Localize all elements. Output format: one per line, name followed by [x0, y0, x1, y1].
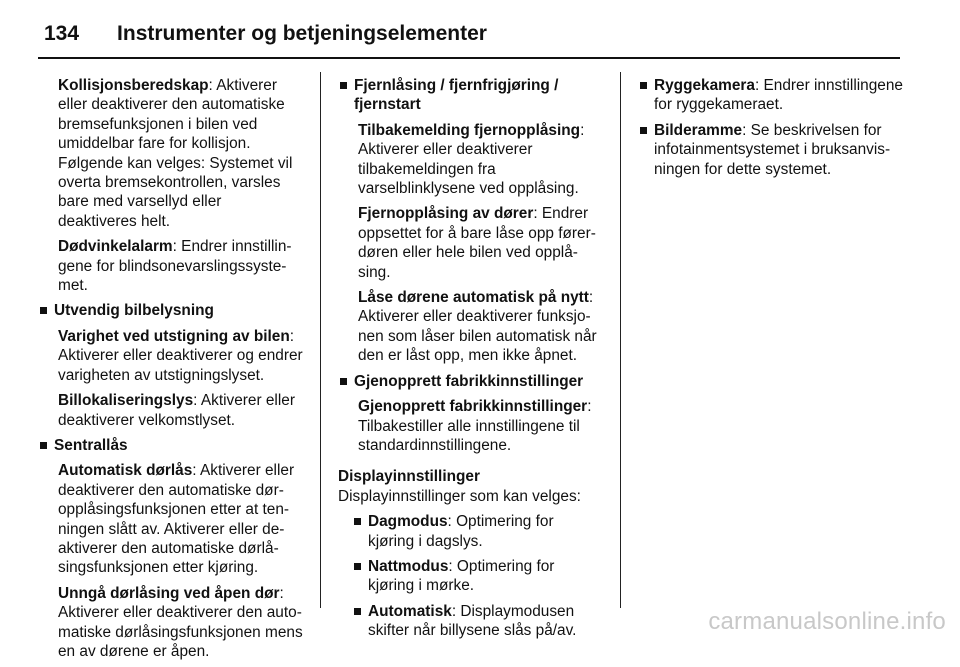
section-intro: Displayinnstillinger som kan velges: [338, 487, 581, 505]
paragraph-billokaliseringslys [38, 391, 304, 430]
watermark: carmanualsonline.info [708, 608, 946, 635]
term: Varighet ved utstigning av bilen [58, 327, 290, 345]
description: : Optimering for kjøring i mørke. [368, 557, 555, 595]
bullet-gjenopprett: Gjenopprett fabrikkinnstillinger [338, 372, 604, 391]
column-2 [338, 76, 604, 647]
term: Nattmodus [368, 557, 449, 575]
column-1 [38, 76, 304, 667]
description: : Aktiverer eller deaktiverer funksjonen som låser bilen automatisk når den er låst opp, men ikke åpnet. [358, 289, 597, 365]
description: : Aktiverer eller deaktiverer velkomstlyset. [58, 392, 295, 429]
description: : Se beskrivelsen for infotainmentsystemet i bruksanvisningen for dette systemet. [654, 121, 891, 178]
description: : Tilbakestiller alle innstillingene til standardinnstillingene. [358, 398, 592, 454]
header-rule [38, 57, 900, 59]
bullet-bilderamme [638, 121, 904, 179]
paragraph-dodvinkelalarm [38, 237, 304, 295]
section-heading-displayinnstillinger: Displayinnstillinger [338, 468, 480, 486]
description: : Aktiverer eller deaktiverer den automatiske døropplåsingsfunksjonen etter at tenningen slått av. Aktiverer eller deaktiverer den automatiske dørlåsingsfunksjonen etter kjøring. [58, 462, 295, 577]
bullet-utvendig-bilbelysning: Utvendig bilbelysning [38, 301, 304, 320]
bullet-dagmodus [352, 512, 604, 551]
description: : Endrer innstillingene for blindsonevarslingssystemet. [58, 238, 292, 295]
paragraph-tilbakemelding [338, 121, 604, 199]
column-divider-2 [620, 72, 621, 608]
bullet-nattmodus [352, 557, 604, 596]
description: : Optimering for kjøring i dagslys. [368, 513, 554, 550]
term: Automatisk dørlås [58, 462, 193, 480]
description: : Aktiverer eller deaktiverer den automatiske bremsefunksjonen i bilen ved umiddelbar fare for kollisjon. Følgende kan velges: Systemet vil overta bremsekontrollen, varsles bare med varsellyd eller deaktiveres helt. [58, 77, 293, 230]
page-number: 134 [44, 22, 80, 45]
bullet-ryggekamera [638, 76, 904, 115]
term: Dødvinkelalarm [58, 238, 173, 256]
description: : Aktiverer eller deaktiverer tilbakemeldingen fra varselblinklysene ved opplåsing. [358, 121, 585, 198]
paragraph-automatisk-dorlas [38, 461, 304, 577]
paragraph-kollisjonsberedskap [38, 76, 304, 231]
description: : Aktiverer eller deaktiverer og endrer varigheten av utstigningslyset. [58, 327, 303, 384]
column-divider-1 [320, 72, 321, 608]
description: : Endrer innstillingene for ryggekameraet. [654, 77, 903, 114]
term: Ryggekamera [654, 77, 755, 94]
bullet-fjernlasing: Fjernlåsing / fjernfrigjøring / fjernstart [338, 76, 604, 115]
term: Tilbakemelding fjernopplåsing [358, 121, 581, 139]
term: Kollisjonsberedskap [58, 77, 209, 94]
page-header [44, 14, 900, 54]
term: Unngå dørlåsing ved åpen dør [58, 584, 280, 602]
description: : Endrer oppsettet for å bare låse opp førerdøren eller hele bilen ved opplåsing. [358, 205, 596, 281]
term: Låse dørene automatisk på nytt [358, 289, 589, 307]
paragraph-unnga-dorlasing [38, 584, 304, 662]
paragraph-varighet-utstigning [38, 327, 304, 385]
paragraph-fjernopplasing [338, 204, 604, 282]
page-title: Instrumenter og betjeningselementer [117, 22, 487, 45]
term: Bilderamme [654, 121, 743, 139]
bullet-automatisk [352, 602, 604, 641]
term: Billokaliseringslys [58, 392, 194, 410]
bullet-sentrallas: Sentrallås [38, 436, 304, 455]
term: Dagmodus [368, 513, 448, 531]
term: Automatisk [368, 602, 452, 620]
description: : Displaymodusen skifter når billysene slås på/av. [368, 602, 577, 640]
term: Gjenopprett fabrikkinnstillinger [358, 398, 588, 416]
paragraph-lase-automatisk [338, 288, 604, 366]
column-3 [638, 76, 904, 185]
description: : Aktiverer eller deaktiverer den automatiske dørlåsingsfunksjonen mens en av dørene er åpen. [58, 584, 303, 660]
paragraph-gjenopprett [338, 397, 604, 455]
term: Fjernopplåsing av dører [358, 205, 534, 223]
